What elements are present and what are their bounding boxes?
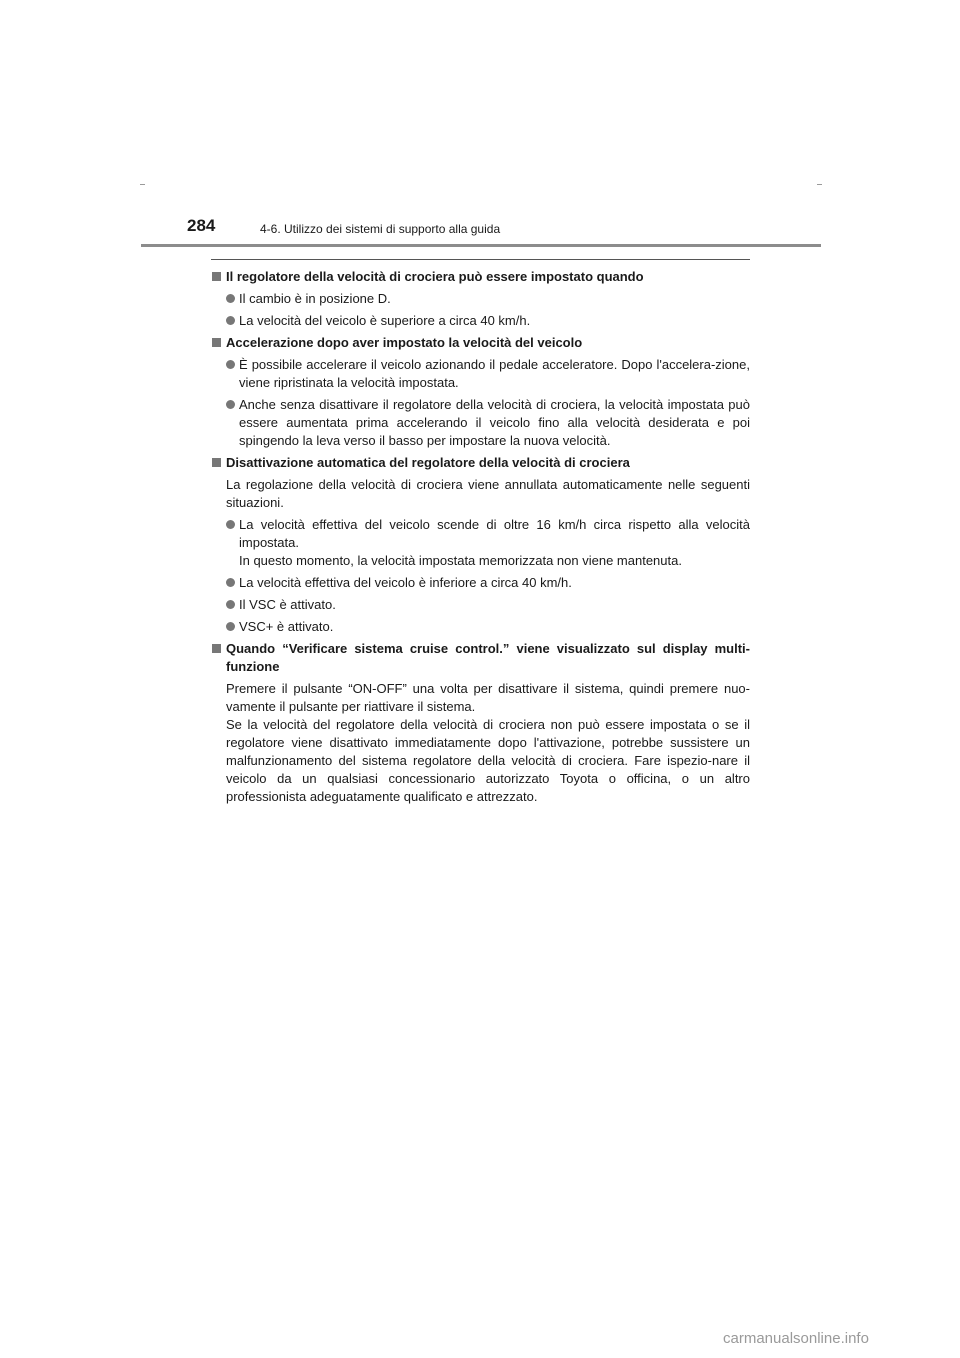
header-rule	[141, 244, 821, 247]
round-bullet-icon	[226, 360, 235, 369]
section-paragraph: Se la velocità del regolatore della velocità di crociera non può essere impostata o se il regolatore viene disattivato immediatamente dopo l'attivazione, potrebbe sussistere un malfunzionamento del sistema regolatore della velocità di crociera. Fare ispezio-nare il veicolo da un qualsiasi concessionario autorizzato Toyota o officina, o un altro professionista adeguatamente qualificato e attrezzato.	[226, 717, 750, 804]
square-bullet-icon	[212, 644, 221, 653]
manual-content	[211, 259, 750, 810]
list-item: La velocità effettiva del veicolo scende di oltre 16 km/h circa rispetto alla velocità impostata. In questo momento, la velocità impostata memorizzata non viene mantenuta.	[211, 516, 750, 570]
crop-mark-left	[140, 184, 145, 185]
watermark: carmanualsonline.info	[723, 1330, 869, 1347]
round-bullet-icon	[226, 294, 235, 303]
section-heading: Disattivazione automatica del regolatore della velocità di crociera	[211, 454, 750, 472]
list-item: Anche senza disattivare il regolatore della velocità di crociera, la velocità impostata può essere aumentata prima accelerando il veicolo fino alla velocità desiderata e poi spingendo la leva verso il basso per impostare la nuova velocità.	[211, 396, 750, 450]
section-heading: Quando “Verificare sistema cruise control.” viene visualizzato sul display multi-funzione	[211, 640, 750, 676]
section-title: 4-6. Utilizzo dei sistemi di supporto alla guida	[260, 222, 501, 236]
crop-mark-right	[817, 184, 822, 185]
section-intro: La regolazione della velocità di crociera viene annullata automaticamente nelle seguenti situazioni.	[226, 477, 750, 510]
round-bullet-icon	[226, 578, 235, 587]
list-item: Il VSC è attivato.	[211, 596, 750, 614]
list-item: La velocità del veicolo è superiore a circa 40 km/h.	[211, 312, 750, 330]
page-number: 284	[187, 216, 216, 235]
round-bullet-icon	[226, 400, 235, 409]
section-heading: Accelerazione dopo aver impostato la velocità del veicolo	[211, 334, 750, 352]
round-bullet-icon	[226, 600, 235, 609]
round-bullet-icon	[226, 316, 235, 325]
round-bullet-icon	[226, 622, 235, 631]
square-bullet-icon	[212, 458, 221, 467]
round-bullet-icon	[226, 520, 235, 529]
list-item: VSC+ è attivato.	[211, 618, 750, 636]
square-bullet-icon	[212, 338, 221, 347]
section-heading: Il regolatore della velocità di crociera può essere impostato quando	[211, 268, 750, 286]
section-paragraph: Premere il pulsante “ON-OFF” una volta per disattivare il sistema, quindi premere nuo-vamente il pulsante per riattivare il sistema.	[226, 681, 750, 714]
list-item: È possibile accelerare il veicolo azionando il pedale acceleratore. Dopo l'accelera-zione, viene ripristinata la velocità impostata.	[211, 356, 750, 392]
list-item: La velocità effettiva del veicolo è inferiore a circa 40 km/h.	[211, 574, 750, 592]
list-item: Il cambio è in posizione D.	[211, 290, 750, 308]
square-bullet-icon	[212, 272, 221, 281]
